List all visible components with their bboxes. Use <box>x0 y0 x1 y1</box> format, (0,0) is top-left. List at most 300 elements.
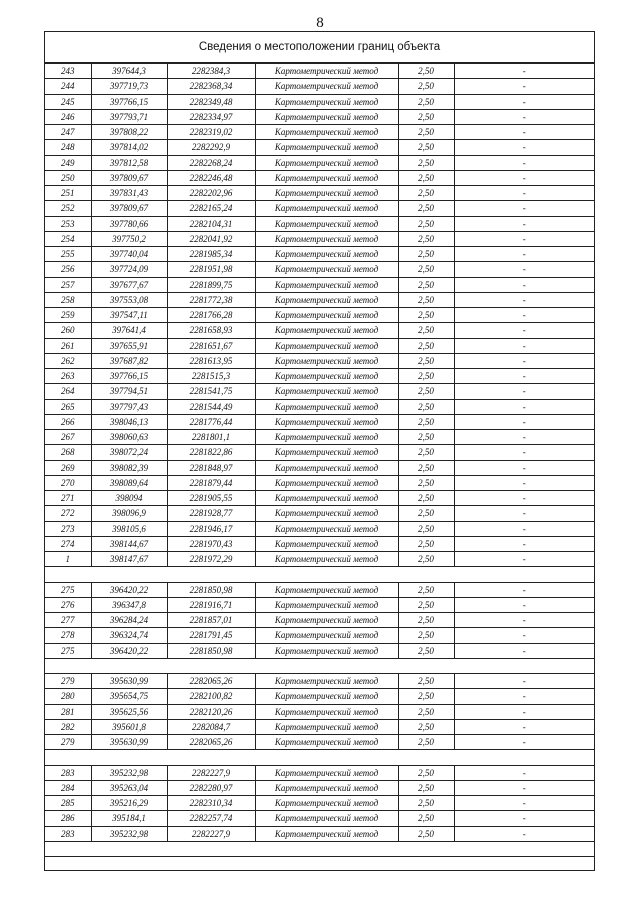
y-coordinate-cell: 2281928,77 <box>167 506 255 521</box>
description-cell: - <box>454 796 594 811</box>
method-cell: Картометрический метод <box>255 430 398 445</box>
separator-cell <box>45 750 594 765</box>
description-cell: - <box>454 79 594 94</box>
point-number-cell: 244 <box>45 79 91 94</box>
x-coordinate-cell: 395232,98 <box>91 765 167 780</box>
table-row <box>45 582 594 597</box>
accuracy-cell: 2,50 <box>398 170 454 185</box>
table-row <box>45 552 594 567</box>
y-coordinate-cell: 2281766,28 <box>167 308 255 323</box>
point-number-cell: 263 <box>45 369 91 384</box>
method-cell: Картометрический метод <box>255 521 398 536</box>
accuracy-cell: 2,50 <box>398 506 454 521</box>
y-coordinate-cell: 2282334,97 <box>167 109 255 124</box>
point-number-cell: 265 <box>45 399 91 414</box>
method-cell: Картометрический метод <box>255 826 398 841</box>
accuracy-cell: 2,50 <box>398 277 454 292</box>
x-coordinate-cell: 398060,63 <box>91 430 167 445</box>
description-cell: - <box>454 491 594 506</box>
x-coordinate-cell: 395630,99 <box>91 674 167 689</box>
point-number-cell: 253 <box>45 216 91 231</box>
x-coordinate-cell: 397687,82 <box>91 353 167 368</box>
method-cell: Картометрический метод <box>255 475 398 490</box>
table-row <box>45 719 594 734</box>
x-coordinate-cell: 396420,22 <box>91 582 167 597</box>
method-cell: Картометрический метод <box>255 613 398 628</box>
table-row <box>45 231 594 246</box>
point-number-cell: 278 <box>45 628 91 643</box>
table-row <box>45 216 594 231</box>
separator-cell <box>45 841 594 856</box>
description-cell: - <box>454 735 594 750</box>
y-coordinate-cell: 2281544,49 <box>167 399 255 414</box>
method-cell: Картометрический метод <box>255 216 398 231</box>
accuracy-cell: 2,50 <box>398 735 454 750</box>
x-coordinate-cell: 397750,2 <box>91 231 167 246</box>
y-coordinate-cell: 2281916,71 <box>167 597 255 612</box>
x-coordinate-cell: 398096,9 <box>91 506 167 521</box>
description-cell: - <box>454 277 594 292</box>
method-cell: Картометрический метод <box>255 262 398 277</box>
description-cell: - <box>454 125 594 140</box>
x-coordinate-cell: 395625,56 <box>91 704 167 719</box>
y-coordinate-cell: 2281541,75 <box>167 384 255 399</box>
accuracy-cell: 2,50 <box>398 323 454 338</box>
description-cell: - <box>454 765 594 780</box>
accuracy-cell: 2,50 <box>398 552 454 567</box>
point-number-cell: 276 <box>45 597 91 612</box>
y-coordinate-cell: 2282120,26 <box>167 704 255 719</box>
y-coordinate-cell: 2281658,93 <box>167 323 255 338</box>
y-coordinate-cell: 2281970,43 <box>167 536 255 551</box>
table-row <box>45 140 594 155</box>
point-number-cell: 283 <box>45 765 91 780</box>
method-cell: Картометрический метод <box>255 308 398 323</box>
method-cell: Картометрический метод <box>255 536 398 551</box>
y-coordinate-cell: 2281951,98 <box>167 262 255 277</box>
method-cell: Картометрический метод <box>255 796 398 811</box>
point-number-cell: 277 <box>45 613 91 628</box>
method-cell: Картометрический метод <box>255 277 398 292</box>
point-number-cell: 245 <box>45 94 91 109</box>
description-cell: - <box>454 64 594 79</box>
y-coordinate-cell: 2282165,24 <box>167 201 255 216</box>
page-number: 8 <box>316 15 324 31</box>
table-row <box>45 369 594 384</box>
table-row <box>45 338 594 353</box>
description-cell: - <box>454 719 594 734</box>
description-cell: - <box>454 201 594 216</box>
point-number-cell: 249 <box>45 155 91 170</box>
table-row <box>45 674 594 689</box>
accuracy-cell: 2,50 <box>398 445 454 460</box>
method-cell: Картометрический метод <box>255 323 398 338</box>
table-row <box>45 292 594 307</box>
point-number-cell: 282 <box>45 719 91 734</box>
separator-cell <box>45 567 594 582</box>
y-coordinate-cell: 2282202,96 <box>167 186 255 201</box>
x-coordinate-cell: 395630,99 <box>91 735 167 750</box>
accuracy-cell: 2,50 <box>398 399 454 414</box>
description-cell: - <box>454 155 594 170</box>
x-coordinate-cell: 395601,8 <box>91 719 167 734</box>
description-cell: - <box>454 430 594 445</box>
method-cell: Картометрический метод <box>255 369 398 384</box>
x-coordinate-cell: 397797,43 <box>91 399 167 414</box>
description-cell: - <box>454 460 594 475</box>
description-cell: - <box>454 94 594 109</box>
table-row <box>45 765 594 780</box>
table-row <box>45 109 594 124</box>
x-coordinate-cell: 397794,51 <box>91 384 167 399</box>
y-coordinate-cell: 2281879,44 <box>167 475 255 490</box>
point-number-cell: 252 <box>45 201 91 216</box>
description-cell: - <box>454 643 594 658</box>
accuracy-cell: 2,50 <box>398 369 454 384</box>
description-cell: - <box>454 552 594 567</box>
point-number-cell: 1 <box>45 552 91 567</box>
x-coordinate-cell: 397814,02 <box>91 140 167 155</box>
method-cell: Картометрический метод <box>255 780 398 795</box>
y-coordinate-cell: 2282065,26 <box>167 735 255 750</box>
accuracy-cell: 2,50 <box>398 247 454 262</box>
table-row <box>45 521 594 536</box>
table-row <box>45 536 594 551</box>
description-cell: - <box>454 475 594 490</box>
point-number-cell: 251 <box>45 186 91 201</box>
accuracy-cell: 2,50 <box>398 582 454 597</box>
accuracy-cell: 2,50 <box>398 79 454 94</box>
point-number-cell: 243 <box>45 64 91 79</box>
table-row <box>45 170 594 185</box>
accuracy-cell: 2,50 <box>398 125 454 140</box>
point-number-cell: 257 <box>45 277 91 292</box>
method-cell: Картометрический метод <box>255 201 398 216</box>
accuracy-cell: 2,50 <box>398 704 454 719</box>
point-number-cell: 279 <box>45 674 91 689</box>
table-row <box>45 79 594 94</box>
description-cell: - <box>454 414 594 429</box>
method-cell: Картометрический метод <box>255 384 398 399</box>
x-coordinate-cell: 398105,6 <box>91 521 167 536</box>
accuracy-cell: 2,50 <box>398 643 454 658</box>
y-coordinate-cell: 2281848,97 <box>167 460 255 475</box>
table-frame <box>44 31 595 871</box>
accuracy-cell: 2,50 <box>398 338 454 353</box>
table-title: Сведения о местоположении границ объекта <box>45 32 594 63</box>
method-cell: Картометрический метод <box>255 353 398 368</box>
method-cell: Картометрический метод <box>255 811 398 826</box>
accuracy-cell: 2,50 <box>398 186 454 201</box>
x-coordinate-cell: 398089,64 <box>91 475 167 490</box>
y-coordinate-cell: 2281791,45 <box>167 628 255 643</box>
separator-row <box>45 750 594 765</box>
point-number-cell: 262 <box>45 353 91 368</box>
method-cell: Картометрический метод <box>255 292 398 307</box>
description-cell: - <box>454 216 594 231</box>
accuracy-cell: 2,50 <box>398 109 454 124</box>
y-coordinate-cell: 2282310,34 <box>167 796 255 811</box>
description-cell: - <box>454 109 594 124</box>
point-number-cell: 248 <box>45 140 91 155</box>
table-row <box>45 735 594 750</box>
table-row <box>45 262 594 277</box>
point-number-cell: 261 <box>45 338 91 353</box>
description-cell: - <box>454 262 594 277</box>
table-row <box>45 247 594 262</box>
description-cell: - <box>454 521 594 536</box>
point-number-cell: 259 <box>45 308 91 323</box>
accuracy-cell: 2,50 <box>398 826 454 841</box>
table-row <box>45 460 594 475</box>
table-row <box>45 64 594 79</box>
table-row <box>45 430 594 445</box>
table-row <box>45 704 594 719</box>
accuracy-cell: 2,50 <box>398 491 454 506</box>
y-coordinate-cell: 2282084,7 <box>167 719 255 734</box>
y-coordinate-cell: 2281850,98 <box>167 643 255 658</box>
y-coordinate-cell: 2281946,17 <box>167 521 255 536</box>
table-row <box>45 826 594 841</box>
table-row <box>45 628 594 643</box>
description-cell: - <box>454 811 594 826</box>
y-coordinate-cell: 2282227,9 <box>167 765 255 780</box>
description-cell: - <box>454 399 594 414</box>
accuracy-cell: 2,50 <box>398 613 454 628</box>
x-coordinate-cell: 397641,4 <box>91 323 167 338</box>
table-row <box>45 506 594 521</box>
method-cell: Картометрический метод <box>255 689 398 704</box>
table-row <box>45 445 594 460</box>
method-cell: Картометрический метод <box>255 704 398 719</box>
point-number-cell: 281 <box>45 704 91 719</box>
description-cell: - <box>454 674 594 689</box>
x-coordinate-cell: 397766,15 <box>91 369 167 384</box>
method-cell: Картометрический метод <box>255 94 398 109</box>
y-coordinate-cell: 2282257,74 <box>167 811 255 826</box>
x-coordinate-cell: 398147,67 <box>91 552 167 567</box>
y-coordinate-cell: 2282104,31 <box>167 216 255 231</box>
point-number-cell: 247 <box>45 125 91 140</box>
point-number-cell: 267 <box>45 430 91 445</box>
description-cell: - <box>454 247 594 262</box>
accuracy-cell: 2,50 <box>398 94 454 109</box>
x-coordinate-cell: 397655,91 <box>91 338 167 353</box>
method-cell: Картометрический метод <box>255 445 398 460</box>
description-cell: - <box>454 704 594 719</box>
point-number-cell: 246 <box>45 109 91 124</box>
method-cell: Картометрический метод <box>255 79 398 94</box>
table-row <box>45 277 594 292</box>
description-cell: - <box>454 323 594 338</box>
x-coordinate-cell: 397547,11 <box>91 308 167 323</box>
method-cell: Картометрический метод <box>255 552 398 567</box>
accuracy-cell: 2,50 <box>398 292 454 307</box>
y-coordinate-cell: 2282065,26 <box>167 674 255 689</box>
point-number-cell: 254 <box>45 231 91 246</box>
point-number-cell: 260 <box>45 323 91 338</box>
y-coordinate-cell: 2282349,48 <box>167 94 255 109</box>
method-cell: Картометрический метод <box>255 506 398 521</box>
point-number-cell: 255 <box>45 247 91 262</box>
description-cell: - <box>454 353 594 368</box>
accuracy-cell: 2,50 <box>398 536 454 551</box>
accuracy-cell: 2,50 <box>398 475 454 490</box>
x-coordinate-cell: 398072,24 <box>91 445 167 460</box>
x-coordinate-cell: 398082,39 <box>91 460 167 475</box>
x-coordinate-cell: 397809,67 <box>91 170 167 185</box>
y-coordinate-cell: 2281985,34 <box>167 247 255 262</box>
method-cell: Картометрический метод <box>255 765 398 780</box>
y-coordinate-cell: 2281651,67 <box>167 338 255 353</box>
description-cell: - <box>454 445 594 460</box>
y-coordinate-cell: 2281801,1 <box>167 430 255 445</box>
point-number-cell: 269 <box>45 460 91 475</box>
description-cell: - <box>454 597 594 612</box>
table-row <box>45 399 594 414</box>
y-coordinate-cell: 2281776,44 <box>167 414 255 429</box>
method-cell: Картометрический метод <box>255 231 398 246</box>
y-coordinate-cell: 2281515,3 <box>167 369 255 384</box>
method-cell: Картометрический метод <box>255 155 398 170</box>
table-row <box>45 475 594 490</box>
method-cell: Картометрический метод <box>255 170 398 185</box>
description-cell: - <box>454 338 594 353</box>
point-number-cell: 280 <box>45 689 91 704</box>
accuracy-cell: 2,50 <box>398 521 454 536</box>
table-row <box>45 125 594 140</box>
y-coordinate-cell: 2281613,95 <box>167 353 255 368</box>
accuracy-cell: 2,50 <box>398 689 454 704</box>
table-row <box>45 323 594 338</box>
x-coordinate-cell: 397677,67 <box>91 277 167 292</box>
x-coordinate-cell: 396347,8 <box>91 597 167 612</box>
method-cell: Картометрический метод <box>255 186 398 201</box>
y-coordinate-cell: 2281772,38 <box>167 292 255 307</box>
separator-row <box>45 658 594 673</box>
accuracy-cell: 2,50 <box>398 155 454 170</box>
x-coordinate-cell: 397719,73 <box>91 79 167 94</box>
method-cell: Картометрический метод <box>255 109 398 124</box>
y-coordinate-cell: 2282268,24 <box>167 155 255 170</box>
method-cell: Картометрический метод <box>255 582 398 597</box>
y-coordinate-cell: 2282384,3 <box>167 64 255 79</box>
x-coordinate-cell: 397740,04 <box>91 247 167 262</box>
description-cell: - <box>454 628 594 643</box>
x-coordinate-cell: 397644,3 <box>91 64 167 79</box>
x-coordinate-cell: 397812,58 <box>91 155 167 170</box>
separator-row <box>45 567 594 582</box>
x-coordinate-cell: 395654,75 <box>91 689 167 704</box>
table-row <box>45 643 594 658</box>
accuracy-cell: 2,50 <box>398 811 454 826</box>
x-coordinate-cell: 395184,1 <box>91 811 167 826</box>
y-coordinate-cell: 2282100,82 <box>167 689 255 704</box>
accuracy-cell: 2,50 <box>398 796 454 811</box>
table-row <box>45 811 594 826</box>
x-coordinate-cell: 398046,13 <box>91 414 167 429</box>
accuracy-cell: 2,50 <box>398 201 454 216</box>
accuracy-cell: 2,50 <box>398 460 454 475</box>
x-coordinate-cell: 397766,15 <box>91 94 167 109</box>
description-cell: - <box>454 384 594 399</box>
description-cell: - <box>454 689 594 704</box>
x-coordinate-cell: 398094 <box>91 491 167 506</box>
x-coordinate-cell: 396324,74 <box>91 628 167 643</box>
x-coordinate-cell: 395216,29 <box>91 796 167 811</box>
accuracy-cell: 2,50 <box>398 674 454 689</box>
y-coordinate-cell: 2282041,92 <box>167 231 255 246</box>
table-row <box>45 597 594 612</box>
x-coordinate-cell: 398144,67 <box>91 536 167 551</box>
point-number-cell: 279 <box>45 735 91 750</box>
x-coordinate-cell: 397780,66 <box>91 216 167 231</box>
table-row <box>45 613 594 628</box>
accuracy-cell: 2,50 <box>398 64 454 79</box>
description-cell: - <box>454 506 594 521</box>
description-cell: - <box>454 369 594 384</box>
point-number-cell: 274 <box>45 536 91 551</box>
point-number-cell: 270 <box>45 475 91 490</box>
table-row <box>45 414 594 429</box>
method-cell: Картометрический метод <box>255 674 398 689</box>
x-coordinate-cell: 396420,22 <box>91 643 167 658</box>
table-row <box>45 780 594 795</box>
accuracy-cell: 2,50 <box>398 140 454 155</box>
method-cell: Картометрический метод <box>255 64 398 79</box>
method-cell: Картометрический метод <box>255 597 398 612</box>
method-cell: Картометрический метод <box>255 140 398 155</box>
x-coordinate-cell: 397724,09 <box>91 262 167 277</box>
y-coordinate-cell: 2281972,29 <box>167 552 255 567</box>
y-coordinate-cell: 2282368,34 <box>167 79 255 94</box>
description-cell: - <box>454 308 594 323</box>
x-coordinate-cell: 397793,71 <box>91 109 167 124</box>
y-coordinate-cell: 2281822,86 <box>167 445 255 460</box>
point-number-cell: 286 <box>45 811 91 826</box>
table-row <box>45 155 594 170</box>
point-number-cell: 283 <box>45 826 91 841</box>
description-cell: - <box>454 536 594 551</box>
description-cell: - <box>454 140 594 155</box>
point-number-cell: 285 <box>45 796 91 811</box>
separator-cell <box>45 658 594 673</box>
accuracy-cell: 2,50 <box>398 231 454 246</box>
method-cell: Картометрический метод <box>255 247 398 262</box>
description-cell: - <box>454 613 594 628</box>
method-cell: Картометрический метод <box>255 491 398 506</box>
method-cell: Картометрический метод <box>255 399 398 414</box>
method-cell: Картометрический метод <box>255 460 398 475</box>
description-cell: - <box>454 582 594 597</box>
y-coordinate-cell: 2281905,55 <box>167 491 255 506</box>
point-number-cell: 268 <box>45 445 91 460</box>
method-cell: Картометрический метод <box>255 628 398 643</box>
description-cell: - <box>454 826 594 841</box>
table-row <box>45 384 594 399</box>
table-row <box>45 201 594 216</box>
accuracy-cell: 2,50 <box>398 353 454 368</box>
point-number-cell: 266 <box>45 414 91 429</box>
point-number-cell: 258 <box>45 292 91 307</box>
accuracy-cell: 2,50 <box>398 780 454 795</box>
table-row <box>45 94 594 109</box>
y-coordinate-cell: 2281850,98 <box>167 582 255 597</box>
accuracy-cell: 2,50 <box>398 414 454 429</box>
accuracy-cell: 2,50 <box>398 597 454 612</box>
method-cell: Картометрический метод <box>255 719 398 734</box>
x-coordinate-cell: 397809,67 <box>91 201 167 216</box>
